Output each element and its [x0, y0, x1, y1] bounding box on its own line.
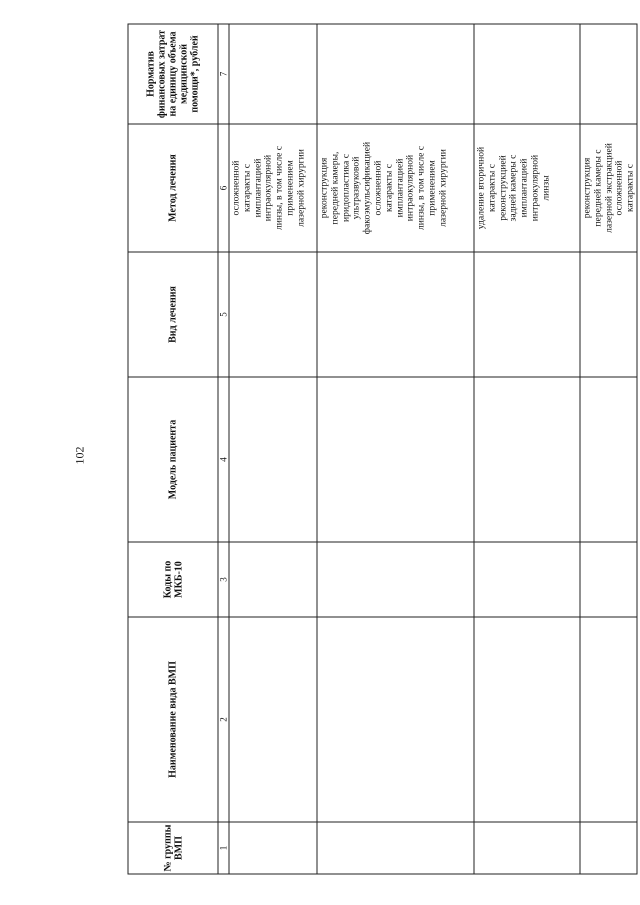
method-line: катаракты с [486, 164, 498, 212]
method-line: линзы, в том числе с [273, 145, 285, 231]
method-line: осложненной [230, 160, 242, 216]
method-line: линзы, в том числе с [415, 145, 427, 231]
method-line: иридопластика с [340, 154, 352, 222]
method-line: имплантацией [518, 158, 530, 218]
page-number: 102 [72, 446, 87, 465]
method-line: осложненной [372, 160, 384, 216]
table-cell [580, 617, 637, 822]
method-line: реконструкция [581, 157, 593, 219]
method-line: применением [426, 160, 438, 216]
table-cell [229, 24, 317, 124]
table-cell [474, 617, 580, 822]
header-vmp-name: Наименование вида ВМП [128, 617, 218, 822]
vmp-table [128, 24, 638, 875]
header-treatment-type: Вид лечения [128, 252, 218, 377]
table-cell [229, 617, 317, 822]
table-cell [474, 542, 580, 617]
table-row [580, 24, 637, 874]
method-line: передней камеры с [592, 149, 604, 227]
table-cell [229, 252, 317, 377]
table-cell [229, 377, 317, 542]
table-cell [580, 377, 637, 542]
method-cell [474, 124, 580, 252]
method-line: лазерной хирургии [437, 149, 449, 227]
table-cell [474, 24, 580, 124]
column-number: 1 [218, 822, 229, 874]
column-number-row [218, 24, 229, 874]
method-line: имплантацией [252, 158, 264, 218]
table-cell [580, 252, 637, 377]
header-patient-model: Модель пациента [128, 377, 218, 542]
method-cell [580, 124, 637, 252]
method-line: катаракты с [383, 164, 395, 212]
table-row [317, 24, 474, 874]
column-number: 4 [218, 377, 229, 542]
method-line: имплантацией [394, 158, 406, 218]
method-line: осложненной [613, 160, 625, 216]
method-line: передней камеры, [329, 151, 341, 225]
table-row [474, 24, 580, 874]
table-cell [229, 542, 317, 617]
method-line: ультразвуковой [350, 156, 362, 220]
method-line: интраокулярной [262, 154, 274, 222]
method-line: интраокулярной [529, 154, 541, 222]
method-line: интраокулярной [404, 154, 416, 222]
rotated-table-container [128, 25, 636, 875]
method-cell [229, 124, 317, 252]
method-line: применением [284, 160, 296, 216]
column-number: 3 [218, 542, 229, 617]
method-line: линзы [540, 175, 552, 201]
method-line: катаракты с [241, 164, 253, 212]
table-cell [317, 24, 474, 124]
method-cell [317, 124, 474, 252]
table-cell [317, 822, 474, 874]
header-group-number: № группы ВМП [128, 822, 218, 874]
table-cell [474, 377, 580, 542]
method-line: реконструкция [318, 157, 330, 219]
table-cell [317, 542, 474, 617]
header-treatment-method: Метод лечения [128, 124, 218, 252]
column-number: 6 [218, 124, 229, 252]
method-line: катаракты с [624, 164, 636, 212]
column-number: 5 [218, 252, 229, 377]
table-cell [474, 252, 580, 377]
table-cell [580, 24, 637, 124]
table-row [229, 24, 317, 874]
table-cell [580, 542, 637, 617]
table-cell [580, 822, 637, 874]
method-line: удаление вторичной [475, 146, 487, 230]
method-line: лазерной хирургии [295, 149, 307, 227]
column-number: 2 [218, 617, 229, 822]
method-line: реконструкцией [497, 155, 509, 221]
method-line: факоэмульсификацией [361, 141, 373, 235]
header-row [128, 24, 218, 874]
table-cell [317, 377, 474, 542]
column-number: 7 [218, 24, 229, 124]
header-cost-norm: Норматив финансовых затрат на единицу объема медицинской помощи*, рублей [128, 24, 218, 124]
table-cell [317, 252, 474, 377]
method-line: задней камеры с [507, 154, 519, 222]
table-cell [317, 617, 474, 822]
table-cell [229, 822, 317, 874]
header-icd-codes: Коды по МКБ-10 [128, 542, 218, 617]
method-line: лазерной экстракцией [603, 143, 615, 233]
table-cell [474, 822, 580, 874]
